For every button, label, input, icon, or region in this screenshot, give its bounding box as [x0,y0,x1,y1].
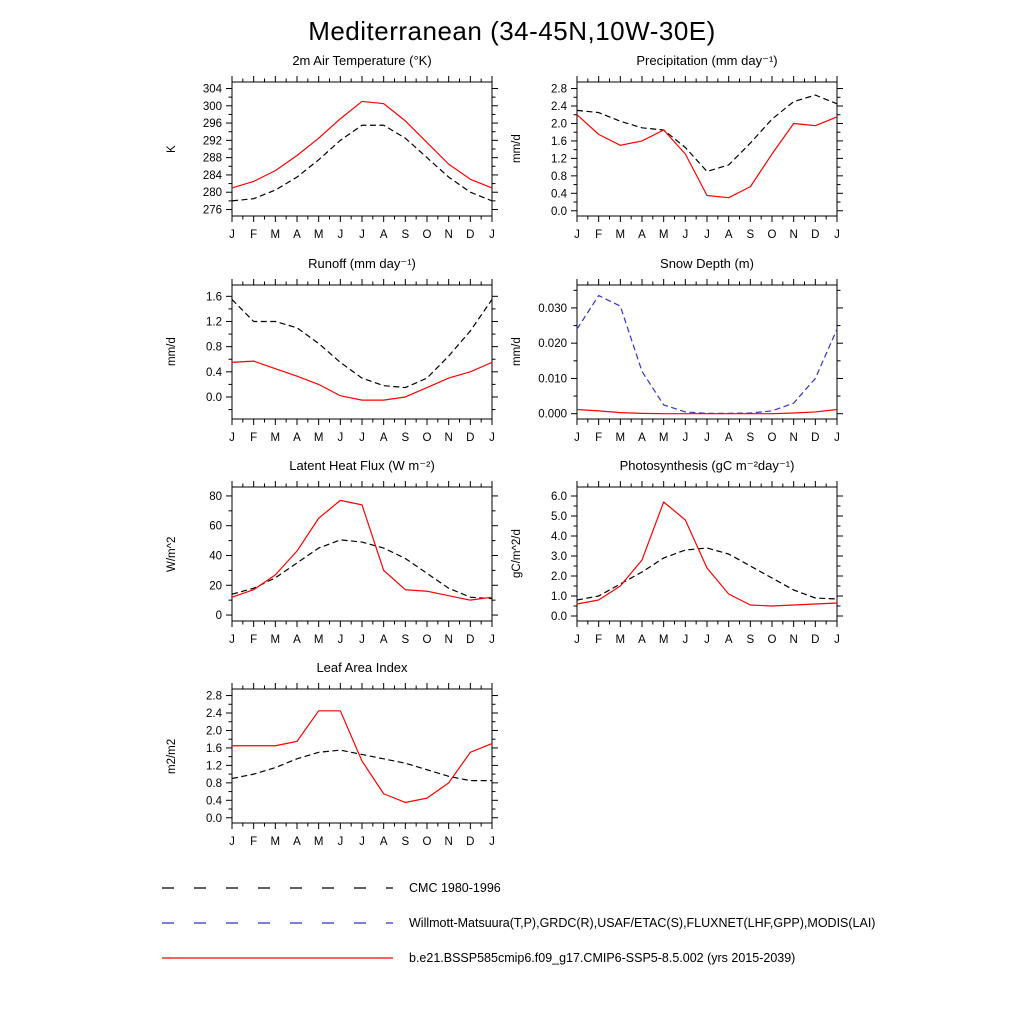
svg-text:J: J [704,229,710,241]
legend-entry-obs-composite [160,915,875,931]
plot-area [527,75,849,247]
svg-text:D: D [811,432,820,444]
svg-text:M: M [313,432,324,444]
svg-text:S: S [401,432,410,444]
svg-text:2.8: 2.8 [551,83,567,96]
chart-latent-heat-flux [166,456,504,652]
svg-text:1.6: 1.6 [551,135,567,148]
svg-text:3.0: 3.0 [551,551,567,563]
svg-text:M: M [615,432,626,444]
svg-text:J: J [337,836,344,848]
svg-text:M: M [658,229,669,241]
svg-text:J: J [682,432,689,444]
svg-text:300: 300 [202,100,222,113]
svg-text:6.0: 6.0 [551,491,567,503]
svg-text:J: J [489,634,495,646]
svg-text:O: O [422,432,432,444]
legend-entry-cmc [160,880,501,896]
svg-text:304: 304 [202,83,222,96]
chart-runoff [166,254,504,450]
svg-text:M: M [270,432,281,444]
svg-text:1.6: 1.6 [206,742,222,755]
svg-text:N: N [789,432,798,444]
svg-text:0.020: 0.020 [538,338,567,351]
figure-title: Mediterranean (34-45N,10W-30E) [308,16,716,46]
svg-text:0.4: 0.4 [551,188,567,201]
chart-title: Leaf Area Index [316,660,408,675]
svg-text:N: N [444,634,453,646]
plot-area [527,480,849,652]
svg-text:296: 296 [202,118,222,131]
legend-label: b.e21.BSSP585cmip6.f09_g17.CMIP6-SSP5-8.5.002 (yrs 2015-2039) [409,951,796,965]
svg-text:0.8: 0.8 [206,341,222,354]
chart-title: Snow Depth (m) [660,256,754,271]
svg-text:A: A [293,432,301,444]
svg-text:40: 40 [209,550,222,563]
svg-text:2.4: 2.4 [206,708,222,721]
svg-text:1.2: 1.2 [551,153,567,166]
svg-text:J: J [229,432,235,444]
svg-text:A: A [379,229,388,241]
svg-text:1.6: 1.6 [206,291,222,304]
svg-text:D: D [466,229,475,241]
svg-text:A: A [379,836,388,848]
svg-text:2.0: 2.0 [551,571,567,583]
chart-precipitation [511,51,849,247]
plot-area [182,75,504,247]
svg-text:0.0: 0.0 [551,205,567,218]
svg-text:J: J [834,634,840,646]
svg-text:A: A [379,432,388,444]
chart-title: 2m Air Temperature (°K) [292,53,432,68]
y-axis-label: mm/d [511,134,523,164]
plot-area [182,682,504,854]
svg-text:J: J [834,229,840,241]
svg-text:A: A [724,432,733,444]
svg-text:1.2: 1.2 [206,316,222,329]
svg-text:284: 284 [202,169,222,182]
svg-text:0: 0 [215,610,222,623]
svg-text:0.030: 0.030 [538,302,567,315]
svg-text:S: S [746,432,755,444]
svg-text:N: N [444,229,453,241]
y-axis-label: gC/m^2/d [511,529,523,579]
svg-text:J: J [489,229,495,241]
svg-text:O: O [422,634,432,646]
svg-text:288: 288 [202,152,222,165]
svg-text:J: J [229,229,235,241]
svg-text:A: A [293,836,301,848]
svg-text:0.0: 0.0 [206,391,222,404]
svg-text:J: J [682,229,689,241]
svg-text:S: S [746,634,755,646]
svg-text:0.0: 0.0 [206,812,222,825]
legend-label: CMC 1980-1996 [409,881,501,895]
svg-text:2.0: 2.0 [551,118,567,131]
chart-snow-depth [511,254,849,450]
svg-text:80: 80 [209,490,222,503]
svg-text:J: J [682,634,689,646]
svg-text:M: M [313,634,324,646]
svg-text:M: M [270,634,281,646]
svg-text:J: J [229,634,235,646]
svg-text:D: D [466,432,475,444]
svg-text:O: O [422,836,432,848]
svg-text:280: 280 [202,187,222,200]
svg-text:M: M [270,229,281,241]
svg-text:O: O [767,229,777,241]
svg-text:F: F [250,836,258,848]
svg-text:M: M [270,836,281,848]
svg-text:276: 276 [202,204,222,217]
y-axis-label: m2/m2 [166,738,178,774]
svg-text:1.0: 1.0 [551,591,567,603]
legend-line-black-dashed [160,885,395,891]
svg-text:J: J [574,432,580,444]
svg-text:J: J [489,432,495,444]
svg-text:J: J [359,836,365,848]
svg-text:N: N [444,432,453,444]
svg-text:4.0: 4.0 [551,531,567,543]
legend-line-blue-dashed [160,920,395,926]
svg-text:60: 60 [209,520,222,533]
svg-text:0.0: 0.0 [551,611,567,623]
svg-text:J: J [359,432,365,444]
svg-text:0.4: 0.4 [206,366,222,379]
svg-text:J: J [337,634,344,646]
svg-text:0.8: 0.8 [206,777,222,790]
svg-text:M: M [313,836,324,848]
svg-text:A: A [293,229,301,241]
svg-text:M: M [615,229,626,241]
svg-text:M: M [313,229,324,241]
svg-text:2.0: 2.0 [206,725,222,738]
plot-area [182,278,504,450]
svg-text:J: J [359,229,365,241]
svg-text:M: M [615,634,626,646]
svg-text:F: F [595,634,603,646]
svg-text:J: J [337,229,344,241]
svg-text:D: D [466,634,475,646]
svg-text:A: A [638,229,646,241]
svg-text:D: D [466,836,475,848]
svg-text:0.000: 0.000 [538,408,567,421]
svg-text:F: F [595,432,603,444]
chart-title: Precipitation (mm day⁻¹) [636,53,778,68]
svg-text:J: J [229,836,235,848]
svg-text:S: S [401,836,410,848]
svg-text:A: A [724,229,733,241]
svg-text:J: J [834,432,840,444]
svg-text:0.010: 0.010 [538,373,567,386]
svg-text:N: N [789,229,798,241]
svg-text:5.0: 5.0 [551,511,567,523]
legend-line-red-solid [160,955,395,961]
svg-text:F: F [250,432,258,444]
svg-text:0.8: 0.8 [551,170,567,183]
y-axis-label: K [166,145,178,153]
svg-text:S: S [401,634,410,646]
svg-text:F: F [250,634,258,646]
svg-text:O: O [422,229,432,241]
plot-area [182,480,504,652]
chart-title: Latent Heat Flux (W m⁻²) [289,458,435,473]
svg-text:2.8: 2.8 [206,690,222,703]
svg-text:D: D [811,634,820,646]
y-axis-label: mm/d [166,337,178,367]
svg-text:O: O [767,432,777,444]
y-axis-label: W/m^2 [166,536,178,572]
svg-text:J: J [704,634,710,646]
plot-area [527,278,849,450]
svg-text:A: A [638,432,646,444]
svg-text:J: J [359,634,365,646]
svg-text:N: N [789,634,798,646]
chart-photosynthesis [511,456,849,652]
svg-text:O: O [767,634,777,646]
svg-text:2.4: 2.4 [551,101,567,114]
y-axis-label: mm/d [511,337,523,367]
chart-2m-air-temperature [166,51,504,247]
chart-title: Photosynthesis (gC m⁻²day⁻¹) [619,458,795,473]
svg-text:M: M [658,634,669,646]
svg-text:F: F [595,229,603,241]
chart-title: Runoff (mm day⁻¹) [308,256,416,271]
svg-text:A: A [724,634,733,646]
svg-text:M: M [658,432,669,444]
svg-text:292: 292 [202,135,222,148]
svg-text:J: J [574,634,580,646]
svg-text:J: J [574,229,580,241]
svg-text:D: D [811,229,820,241]
svg-text:A: A [293,634,301,646]
svg-text:S: S [401,229,410,241]
svg-text:A: A [638,634,646,646]
svg-text:A: A [379,634,388,646]
chart-leaf-area-index [166,658,504,854]
svg-text:1.2: 1.2 [206,760,222,773]
svg-text:J: J [704,432,710,444]
legend-entry-model-run [160,950,795,966]
svg-text:J: J [489,836,495,848]
svg-text:0.4: 0.4 [206,795,222,808]
svg-text:N: N [444,836,453,848]
svg-text:S: S [746,229,755,241]
svg-text:F: F [250,229,258,241]
legend-label: Willmott-Matsuura(T,P),GRDC(R),USAF/ETAC(S),FLUXNET(LHF,GPP),MODIS(LAI) [409,916,876,930]
svg-text:20: 20 [209,580,222,593]
svg-text:J: J [337,432,344,444]
